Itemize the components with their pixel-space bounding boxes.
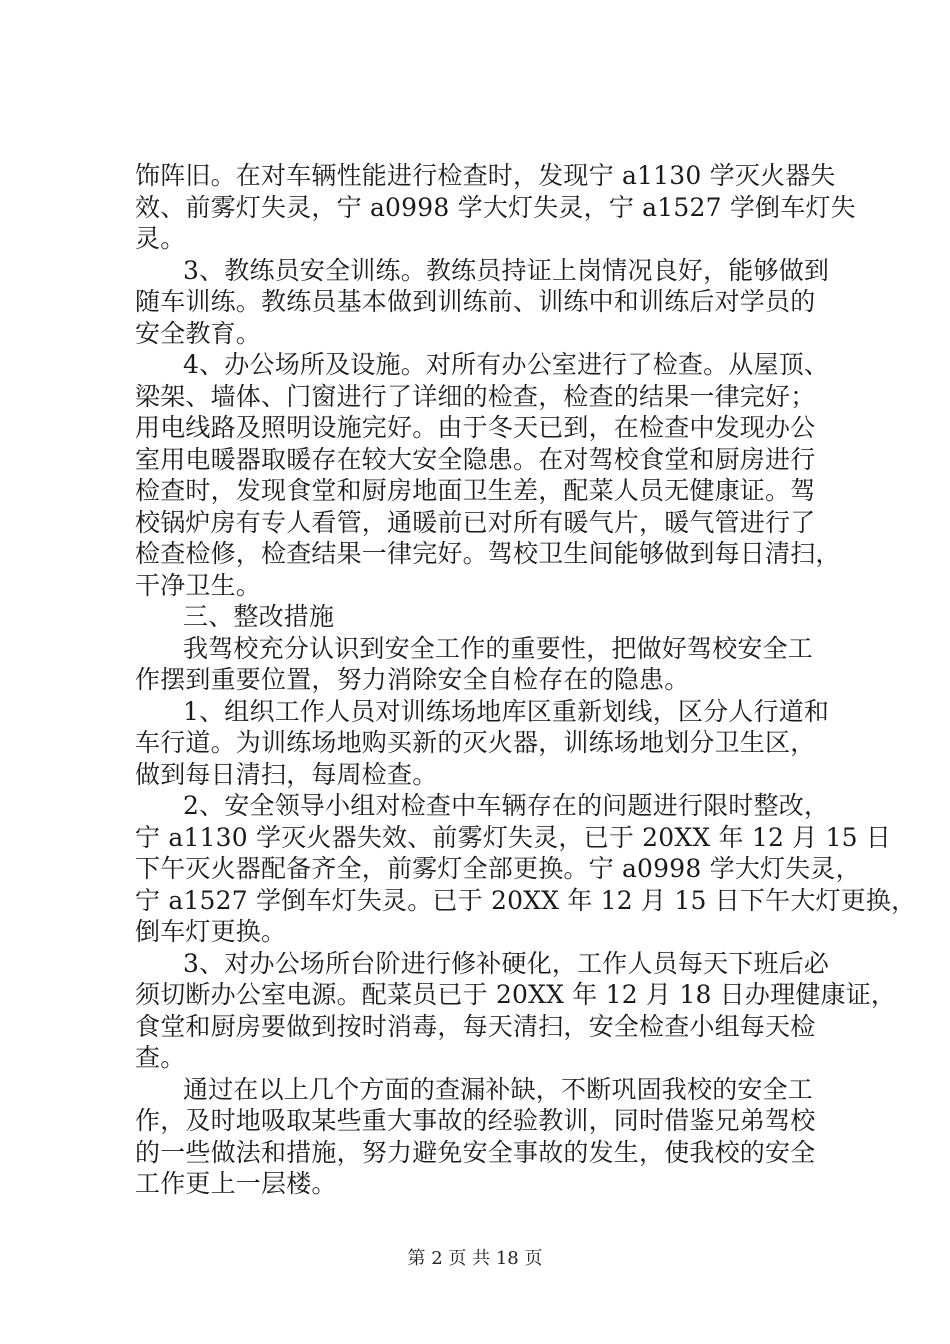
text-line: 干净卫生。 xyxy=(135,570,262,600)
document-body xyxy=(135,160,917,1200)
text-line: 作，及时地吸取某些重大事故的经验教训，同时借鉴兄弟驾校 xyxy=(135,1106,816,1135)
text-line: 安全教育。 xyxy=(135,318,262,348)
text-line: 宁 a1130 学灭火器失效、前雾灯失灵，已于 20XX 年 12 月 15 日 xyxy=(135,822,892,852)
text-line: 梁架、墙体、门窗进行了详细的检查，检查的结果一律完好； xyxy=(135,381,816,411)
page-footer: 第 2 页 共 18 页 xyxy=(407,1248,543,1269)
text-line: 查。 xyxy=(135,1043,186,1072)
text-line: 车行道。为训练场地购买新的灭火器，训练场地划分卫生区， xyxy=(135,728,816,757)
text-line: 食堂和厨房要做到按时消毒，每天清扫，安全检查小组每天检 xyxy=(135,1011,816,1041)
text-line: 校锅炉房有专人看管，通暖前已对所有暖气片，暖气管进行了 xyxy=(135,507,816,537)
text-line: 工作更上一层楼。 xyxy=(135,1169,337,1198)
text-line: 检查时，发现食堂和厨房地面卫生差，配菜人员无健康证。驾 xyxy=(135,476,816,505)
text-line: 3、对办公场所台阶进行修补硬化，工作人员每天下班后必 xyxy=(183,948,830,978)
text-line: 作摆到重要位置，努力消除安全自检存在的隐患。 xyxy=(135,665,690,694)
section-heading: 三、整改措施 xyxy=(183,602,335,631)
text-line: 检查检修，检查结果一律完好。驾校卫生间能够做到每日清扫， xyxy=(135,539,841,568)
text-line: 灵。 xyxy=(135,224,186,253)
text-line: 2、安全领导小组对检查中车辆存在的问题进行限时整改， xyxy=(183,791,830,820)
text-line: 3、教练员安全训练。教练员持证上岗情况良好，能够做到 xyxy=(183,255,830,285)
text-line: 的一些做法和措施，努力避免安全事故的发生，使我校的安全 xyxy=(135,1137,816,1167)
text-line: 4、办公场所及设施。对所有办公室进行了检查。从屋顶、 xyxy=(183,350,830,379)
text-line: 室用电暖器取暖存在较大安全隐患。在对驾校食堂和厨房进行 xyxy=(135,444,816,474)
text-line: 随车训练。教练员基本做到训练前、训练中和训练后对学员的 xyxy=(135,287,816,316)
text-line: 用电线路及照明设施完好。由于冬天已到，在检查中发现办公 xyxy=(135,413,816,442)
text-line: 须切断办公室电源。配菜员已于 20XX 年 12 月 18 日办理健康证， xyxy=(135,980,897,1009)
text-line: 饰阵旧。在对车辆性能进行检查时，发现宁 a1130 学灭火器失 xyxy=(135,161,836,190)
text-line: 做到每日清扫，每周检查。 xyxy=(135,759,438,789)
text-line: 1、组织工作人员对训练场地库区重新划线，区分人行道和 xyxy=(183,696,830,726)
text-line: 倒车灯更换。 xyxy=(135,917,287,946)
text-line: 宁 a1527 学倒车灯失灵。已于 20XX 年 12 月 15 日下午大灯更换， xyxy=(135,885,917,915)
text-line: 下午灭火器配备齐全，前雾灯全部更换。宁 a0998 学大灯失灵， xyxy=(135,854,861,883)
text-line: 通过在以上几个方面的查漏补缺，不断巩固我校的安全工 xyxy=(183,1074,814,1104)
text-line: 效、前雾灯失灵，宁 a0998 学大灯失灵，宁 a1527 学倒车灯失 xyxy=(135,192,856,222)
text-line: 我驾校充分认识到安全工作的重要性，把做好驾校安全工 xyxy=(183,633,814,663)
